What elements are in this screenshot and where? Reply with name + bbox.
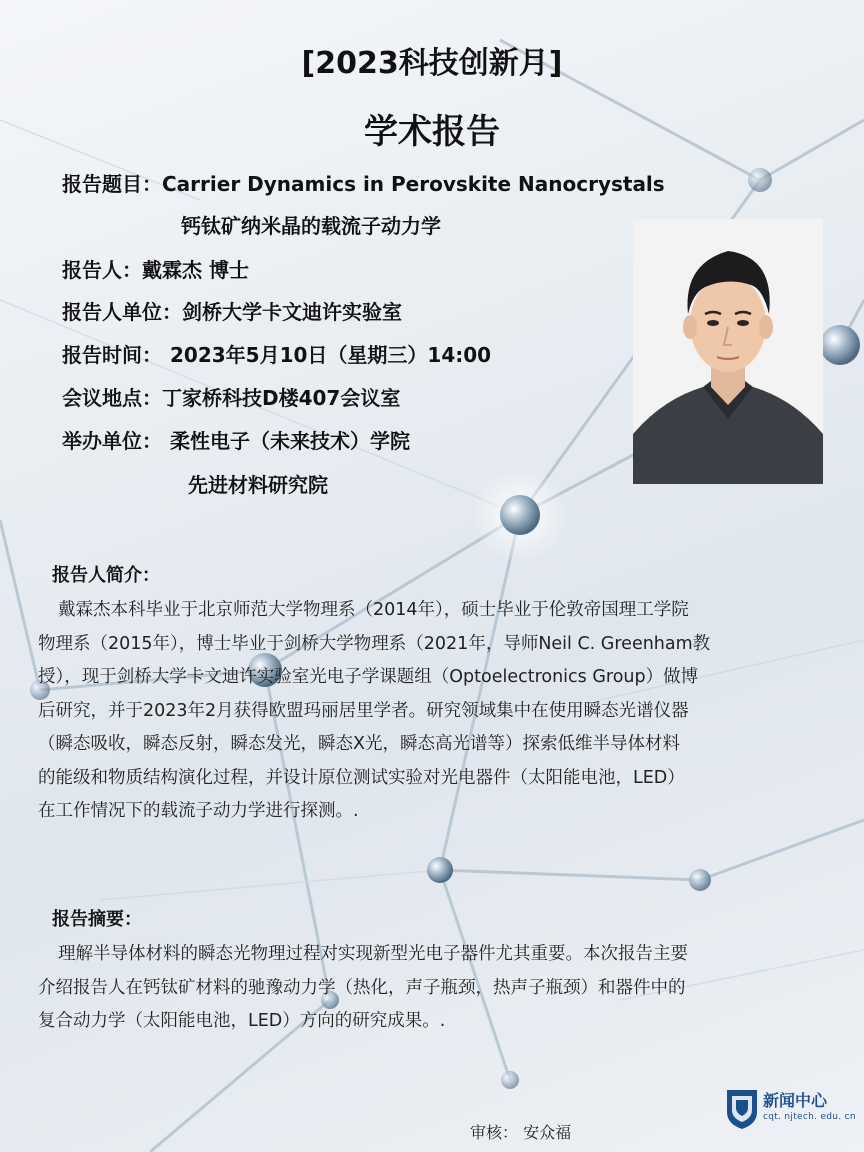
time-row: [62, 341, 491, 369]
affiliation-row: [62, 298, 402, 326]
abstract-heading: 报告摘要：: [52, 909, 142, 930]
host-value-2: 先进材料研究院: [188, 473, 328, 497]
speaker-name: 戴霖杰 博士: [142, 258, 249, 282]
bio-line: 戴霖杰本科毕业于北京师范大学物理系（2014年），硕士毕业于伦敦帝国理工学院: [58, 600, 689, 620]
topic-label: 报告题目：: [62, 172, 162, 196]
abstract-paragraph: [38, 938, 828, 1039]
time-value: 2023年5月10日（星期三）14:00: [170, 343, 492, 367]
news-center-logo-icon: [724, 1086, 760, 1130]
abstract-line: 介绍报告人在钙钛矿材料的驰豫动力学（热化，声子瓶颈，热声子瓶颈）和器件中的: [38, 977, 686, 998]
time-label: 报告时间：: [62, 343, 162, 367]
host-label: 举办单位：: [62, 429, 162, 453]
bio-line: 后研究，并于2023年2月获得欧盟玛丽居里学者。研究领域集中在使用瞬态光谱仪器: [38, 700, 689, 721]
venue-row: [62, 384, 400, 412]
page-title: 学术报告: [364, 112, 500, 152]
bio-heading: 报告人简介：: [52, 565, 160, 586]
affiliation-label: 报告人单位：: [62, 300, 182, 324]
topic-english: Carrier Dynamics in Perovskite Nanocrystals: [162, 172, 665, 196]
abstract-line: 复合动力学（太阳能电池，LED）方向的研究成果。.: [38, 1011, 446, 1031]
venue-value: 丁家桥科技D楼407会议室: [162, 386, 401, 410]
bio-paragraph: [38, 594, 828, 829]
host-value-1: 柔性电子（未来技术）学院: [170, 429, 410, 453]
speaker-label: 报告人：: [62, 258, 142, 282]
bio-line: 在工作情况下的载流子动力学进行探测。.: [38, 801, 359, 821]
affiliation-value: 剑桥大学卡文迪许实验室: [182, 300, 402, 324]
host-row: [62, 427, 410, 455]
venue-label: 会议地点：: [62, 386, 162, 410]
logo-url: cqt. njtech. edu. cn: [763, 1112, 856, 1122]
bio-line: 授），现于剑桥大学卡文迪许实验室光电子学课题组（Optoelectronics Group）做博: [38, 667, 699, 687]
logo-name: 新闻中心: [763, 1091, 828, 1110]
topic-chinese: 钙钛矿纳米晶的载流子动力学: [181, 214, 441, 238]
bio-line: （瞬态吸收，瞬态反射，瞬态发光，瞬态X光，瞬态高光谱等）探索低维半导体材料: [38, 734, 680, 754]
speaker-photo: [633, 219, 823, 484]
speaker-row: [62, 256, 249, 284]
event-title: [2023科技创新月]: [301, 46, 563, 81]
bio-line: 的能级和物质结构演化过程，并设计原位测试实验对光电器件（太阳能电池，LED）: [38, 767, 685, 788]
reviewer-note: 审核： 安众福: [470, 1123, 572, 1142]
bio-line: 物理系（2015年），博士毕业于剑桥大学物理系（2021年，导师Neil C. Greenham教: [38, 633, 711, 654]
abstract-line: 理解半导体材料的瞬态光物理过程对实现新型光电子器件尤其重要。本次报告主要: [58, 944, 688, 964]
topic-row: [62, 170, 665, 198]
